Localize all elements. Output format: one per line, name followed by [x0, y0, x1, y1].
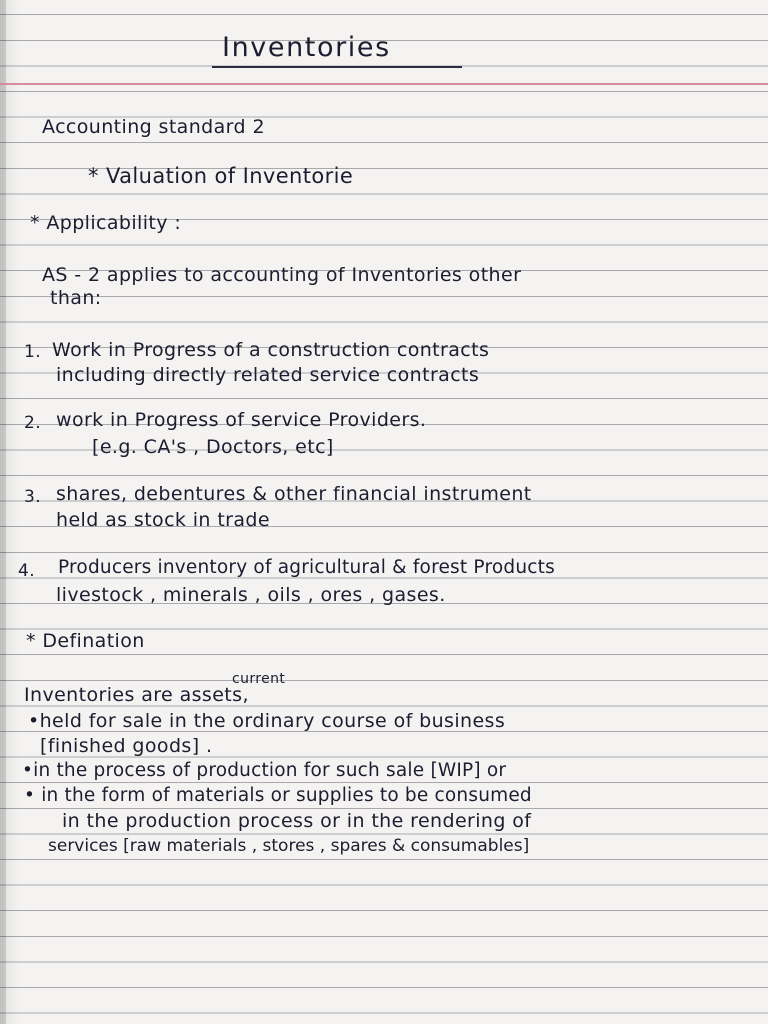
bullet-3: • in the form of materials or supplies to be consumed: [24, 785, 532, 806]
item-2-number: 2.: [24, 413, 42, 433]
bullet-1: •held for sale in the ordinary course of business: [28, 710, 506, 732]
item-2-line-1: work in Progress of service Providers.: [56, 409, 427, 431]
current-superscript: current: [232, 671, 286, 687]
page-title: Inventories: [222, 32, 391, 63]
item-4-line-1: Producers inventory of agricultural & forest Products: [58, 557, 555, 578]
binding-shadow: [0, 0, 6, 1024]
bullet-1-cont: [finished goods] .: [40, 735, 213, 757]
definition-line: Inventories are assets,: [24, 684, 249, 706]
item-3-number: 3.: [24, 487, 42, 507]
item-2-line-2: [e.g. CA's , Doctors, etc]: [92, 436, 334, 458]
item-1-line-1: Work in Progress of a construction contracts: [52, 339, 490, 361]
applies-line-1: AS - 2 applies to accounting of Inventories other: [42, 264, 522, 286]
item-4-line-2: livestock , minerals , oils , ores , gases.: [56, 584, 446, 606]
bullet-3-cont-1: in the production process or in the rendering of: [62, 810, 532, 832]
applies-line-2: than:: [50, 287, 102, 309]
item-1-line-2: including directly related service contracts: [56, 364, 480, 386]
applicability-heading: * Applicability :: [30, 212, 182, 234]
subtitle: * Valuation of Inventorie: [88, 164, 354, 188]
title-underline: [212, 66, 462, 68]
top-margin-line: [0, 83, 768, 85]
standard-line: Accounting standard 2: [42, 116, 265, 138]
item-3-line-2: held as stock in trade: [56, 509, 270, 531]
bullet-2: •in the process of production for such sale [WIP] or: [22, 760, 507, 781]
definition-heading: * Defination: [26, 630, 145, 652]
item-3-line-1: shares, debentures & other financial instrument: [56, 483, 532, 505]
item-4-number: 4.: [18, 561, 36, 581]
bullet-3-cont-2: services [raw materials , stores , spares & consumables]: [48, 836, 530, 856]
item-1-number: 1.: [24, 342, 42, 362]
